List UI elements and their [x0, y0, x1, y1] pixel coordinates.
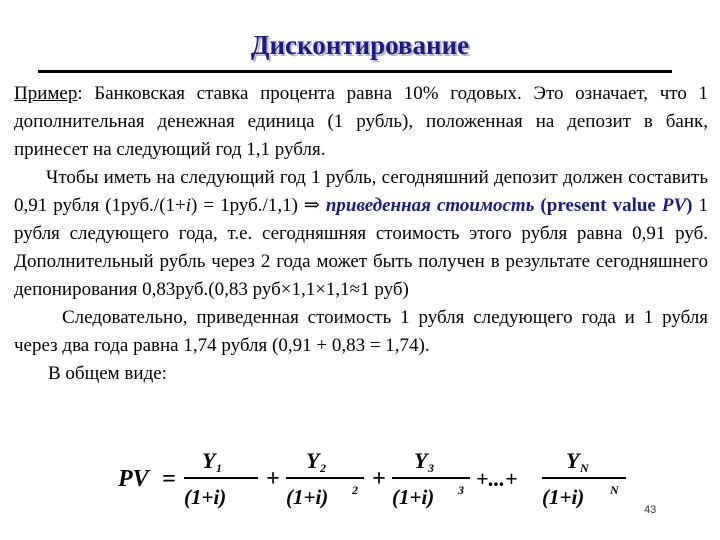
term1-sub: 1: [216, 461, 222, 475]
term2-sub: 2: [320, 461, 326, 475]
term3-exp: 3: [458, 483, 464, 497]
deposit-text-b: ) = 1руб./1,1): [191, 195, 304, 216]
slide-content: [14, 80, 708, 388]
present-value-en-open: (present value: [534, 195, 662, 216]
termN-num: Y: [566, 448, 580, 473]
deposit-text-c: 1 рубля следующего года, т.е. сегодняшняя стоимость этого рубля равна 0,91 руб. Дополнительный рубль через 2 года может быть получен в результате сегодняшнего депонирования 0,83руб.(0,83 руб×1,1×1,1≈1 руб): [14, 195, 708, 300]
paragraph-sum: Следовательно, приведенная стоимость 1 рубля следующего года и 1 рубля через два года равна 1,74 рубля (0,91 + 0,83 = 1,74).: [14, 307, 708, 356]
example-text: : Банковская ставка процента равна 10% годовых. Это означает, что 1 дополнительная денежная единица (1 рубль), положенная на депозит в банк, принесет на следующий год 1,1 рубля.: [14, 83, 708, 160]
present-value-term: приведенная стоимость: [325, 195, 535, 216]
termN-exp: N: [610, 483, 619, 497]
slide-title: Дисконтирование: [250, 30, 470, 60]
implies-arrow: ⇒: [303, 195, 320, 216]
paragraph-general: В общем виде:: [48, 363, 167, 384]
paragraph-example: [14, 80, 708, 164]
example-label: Пример: [14, 83, 78, 104]
pv-abbrev: PV: [661, 195, 687, 216]
term3-sub: 3: [428, 461, 434, 475]
page-number: 43: [644, 504, 657, 516]
paragraph-deposit: [14, 164, 708, 304]
deposit-text-a: Чтобы иметь на следующий год 1 рубль, сегодняшний депозит должен составить 0,91 рубля (1руб./(1+: [14, 167, 708, 216]
formula-equals: =: [162, 466, 176, 492]
termN-den: (1+i): [542, 485, 585, 509]
pv-formula-svg: [118, 446, 638, 510]
title-underline: [38, 70, 672, 73]
rate-variable: i: [185, 195, 192, 216]
term2-den: (1+i): [286, 485, 329, 509]
formula-lhs: PV: [118, 466, 149, 492]
term3-den: (1+i): [392, 485, 435, 509]
plus-sign-1: +: [266, 466, 280, 492]
plus-sign-2: +: [372, 466, 386, 492]
term3-num: Y: [414, 448, 428, 473]
term2-exp: 2: [352, 483, 358, 497]
term1-den: (1+i): [184, 485, 227, 509]
term1-num: Y: [202, 448, 216, 473]
pv-formula: [118, 446, 638, 510]
present-value-en-close: ): [686, 195, 693, 216]
ellipsis-sum: +...+: [476, 466, 518, 491]
termN-sub: N: [580, 461, 589, 475]
term2-num: Y: [306, 448, 320, 473]
